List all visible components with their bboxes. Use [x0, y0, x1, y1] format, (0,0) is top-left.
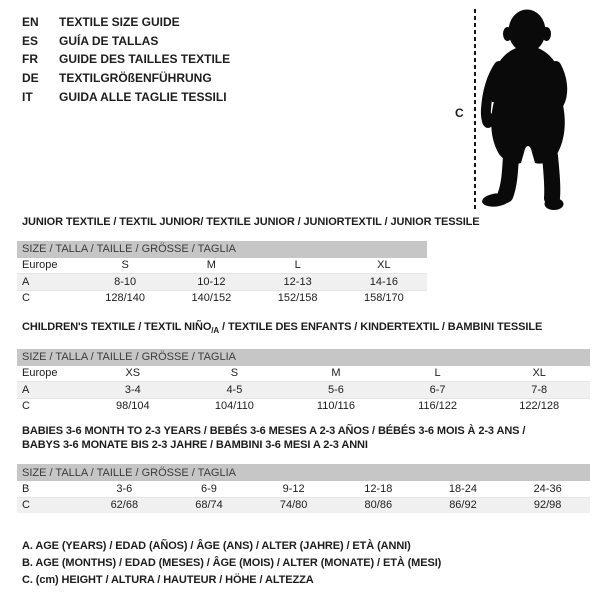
childrens-size-table: [17, 366, 590, 415]
size-cell: 152/158: [255, 290, 341, 306]
row-label: C: [17, 398, 82, 414]
babies-size-table: [17, 481, 590, 513]
size-cell: 9-12: [282, 482, 305, 495]
language-list: [22, 13, 230, 106]
table-row: [17, 497, 590, 513]
size-header-bar: SIZE / TALLA / TAILLE / GRÖSSE / TAGLIA: [17, 464, 590, 481]
row-label: Europe: [22, 367, 58, 380]
size-cell: 104/110: [184, 398, 286, 414]
size-cell: 68/74: [167, 497, 252, 513]
row-label: B: [22, 482, 30, 495]
childrens-table-title: [22, 321, 590, 338]
size-cell: 62/68: [82, 497, 167, 513]
size-cell: L: [294, 259, 301, 272]
language-row: [22, 13, 230, 32]
table-row: [17, 366, 590, 382]
size-cell: 12-18: [364, 482, 393, 495]
size-cell: 140/152: [168, 290, 254, 306]
row-label: A: [17, 274, 82, 291]
size-cell: 110/116: [285, 398, 387, 414]
junior-table-title: JUNIOR TEXTILE / TEXTIL JUNIOR/ TEXTILE JUNIOR / JUNIORTEXTIL / JUNIOR TESSILE: [22, 216, 480, 228]
size-cell: 3-6: [116, 482, 133, 495]
size-cell: 74/80: [251, 497, 336, 513]
row-label: Europe: [22, 259, 58, 272]
size-cell: 10-12: [168, 274, 254, 291]
baby-toddler-silhouette-icon: [479, 6, 577, 212]
title-line: BABIES 3-6 MONTH TO 2-3 YEARS / BEBÉS 3-6 MESES A 2-3 AÑOS / BÉBÉS 3-6 MOIS À 2-3 ANS /: [22, 425, 526, 437]
language-label: GUÍA DE TALLAS: [59, 33, 159, 48]
size-cell: 86/92: [421, 497, 506, 513]
title-part-subscript: /A: [211, 326, 220, 336]
size-cell: 6-9: [201, 482, 217, 495]
title-part: CHILDREN'S TEXTILE / TEXTIL NIÑO: [22, 321, 212, 333]
size-cell: 158/170: [341, 290, 427, 306]
size-cell: S: [121, 259, 129, 272]
size-cell: 116/122: [387, 398, 489, 414]
language-code: ES: [22, 33, 39, 48]
size-cell: 24-36: [533, 482, 562, 495]
height-measure-label: C: [455, 106, 464, 120]
size-cell: 8-10: [82, 274, 168, 291]
table-row: [17, 290, 427, 306]
footnote-line: B. AGE (MONTHS) / EDAD (MESES) / ÂGE (MOIS) / ALTER (MONATE) / ETÀ (MESI): [22, 557, 442, 569]
title-line: BABYS 3-6 MONATE BIS 2-3 JAHRE / BAMBINI 3-6 MESI A 2-3 ANNI: [22, 438, 368, 451]
size-cell: 14-16: [341, 274, 427, 291]
table-row: [17, 258, 427, 274]
size-cell: XL: [377, 259, 391, 272]
language-row: [22, 50, 230, 69]
table-row: [17, 382, 590, 399]
size-cell: XS: [125, 367, 141, 380]
table-row: [17, 481, 590, 497]
babies-table-title: [22, 425, 590, 452]
size-cell: 122/128: [488, 398, 590, 414]
footnote-line: A. AGE (YEARS) / EDAD (AÑOS) / ÂGE (ANS) / ALTER (JAHRE) / ETÀ (ANNI): [22, 540, 411, 552]
size-cell: 3-4: [82, 382, 184, 399]
size-cell: 98/104: [82, 398, 184, 414]
language-code: DE: [22, 71, 39, 86]
language-row: [22, 69, 230, 88]
childrens-textile-section: [17, 321, 590, 414]
size-cell: S: [230, 367, 239, 380]
title-part: / TEXTILE DES ENFANTS / KINDERTEXTIL / BAMBINI TESSILE: [219, 321, 543, 333]
size-cell: 4-5: [184, 382, 286, 399]
language-label: TEXTILE SIZE GUIDE: [59, 15, 180, 30]
height-measure-dashed-line: [474, 9, 476, 212]
size-header-bar: SIZE / TALLA / TAILLE / GRÖSSE / TAGLIA: [17, 241, 427, 258]
junior-textile-section: [17, 216, 480, 306]
size-cell: L: [434, 367, 441, 380]
junior-size-table: [17, 258, 427, 307]
footnotes: [22, 538, 441, 589]
size-cell: 6-7: [387, 382, 489, 399]
table-row: [17, 274, 427, 291]
language-label: GUIDA ALLE TAGLIE TESSILI: [59, 89, 227, 104]
size-cell: M: [206, 259, 216, 272]
babies-textile-section: [17, 425, 590, 513]
size-cell: 7-8: [488, 382, 590, 399]
language-code: FR: [22, 52, 38, 67]
language-label: GUIDE DES TAILLES TEXTILE: [59, 52, 231, 67]
size-cell: XL: [532, 367, 546, 380]
size-cell: 80/86: [336, 497, 421, 513]
size-cell: 128/140: [82, 290, 168, 306]
language-row: [22, 87, 230, 106]
row-label: A: [17, 382, 82, 399]
language-code: IT: [22, 89, 33, 104]
table-row: [17, 398, 590, 414]
language-row: [22, 32, 230, 51]
size-cell: 5-6: [285, 382, 387, 399]
row-label: C: [17, 497, 82, 513]
size-cell: 18-24: [448, 482, 478, 495]
row-label: C: [17, 290, 82, 306]
size-cell: 92/98: [505, 497, 590, 513]
size-cell: M: [331, 367, 341, 380]
size-header-bar: SIZE / TALLA / TAILLE / GRÖSSE / TAGLIA: [17, 349, 590, 366]
footnote-line: C. (cm) HEIGHT / ALTURA / HAUTEUR / HÖHE / ALTEZZA: [22, 574, 314, 586]
language-code: EN: [22, 15, 39, 30]
size-cell: 12-13: [255, 274, 341, 291]
language-label: TEXTILGRÖßENFÜHRUNG: [59, 71, 212, 86]
